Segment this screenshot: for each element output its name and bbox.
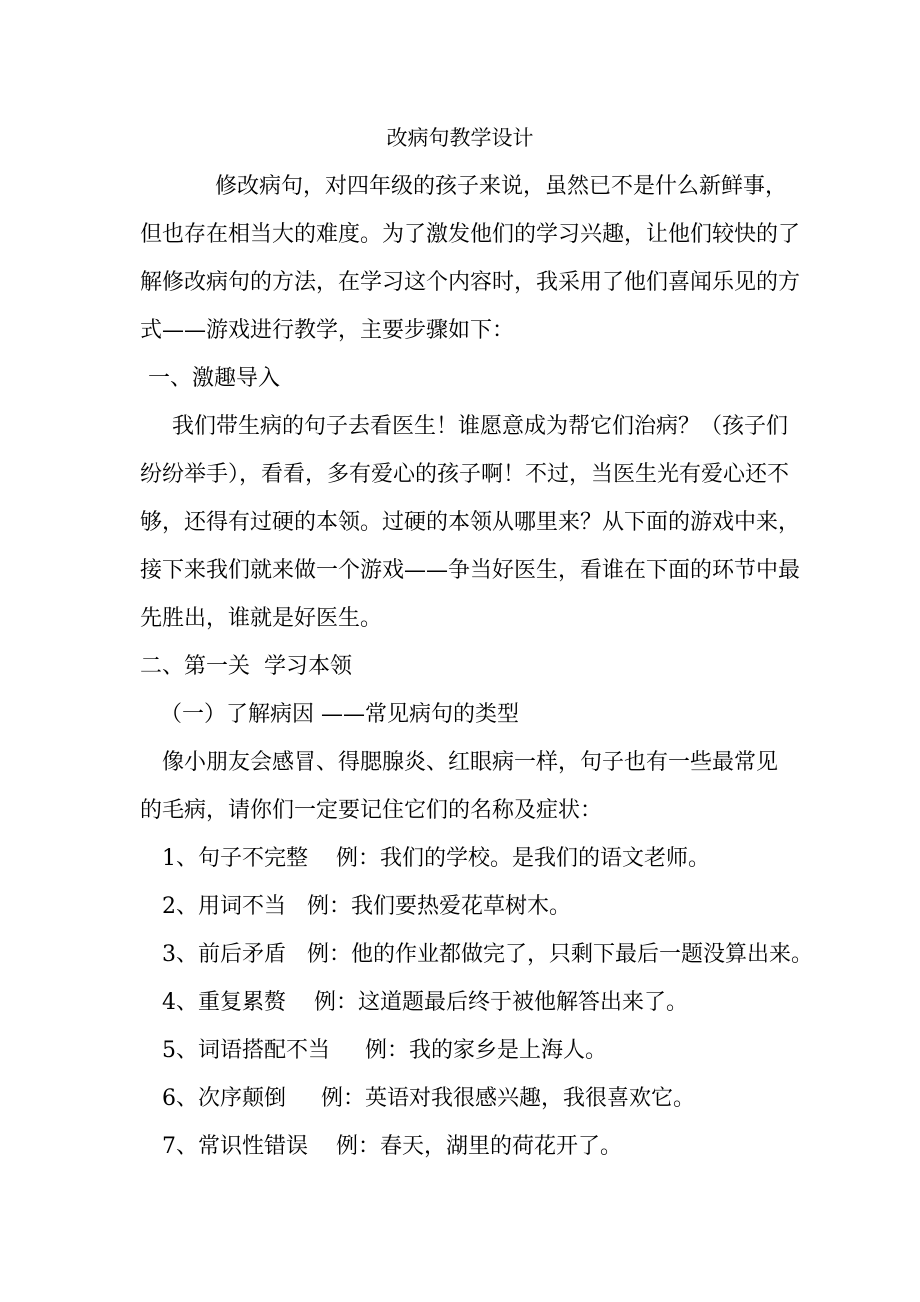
list-item: 6、次序颠倒 例：英语对我很感兴趣，我很喜欢它。 — [162, 1086, 695, 1111]
section1-heading: 一、激趣导入 — [148, 366, 281, 391]
intro-line-3: 解修改病句的方法，在学习这个内容时，我采用了他们喜闻乐见的方 — [140, 270, 801, 295]
section1-para-line-4: 接下来我们就来做一个游戏——争当好医生，看谁在下面的环节中最 — [140, 558, 801, 583]
section1-para-line-1: 我们带生病的句子去看医生！谁愿意成为帮它们治病？（孩子们 — [172, 414, 789, 439]
section2-subheading: （一）了解病因 ——常见病句的类型 — [160, 702, 519, 727]
intro-line-4: 式——游戏进行教学，主要步骤如下： — [140, 318, 515, 343]
document-title: 改病句教学设计 — [386, 126, 534, 150]
intro-line-1: 修改病句，对四年级的孩子来说，虽然已不是什么新鲜事， — [215, 174, 788, 199]
section2-para-line-1: 像小朋友会感冒、得腮腺炎、红眼病一样，句子也有一些最常见 — [162, 750, 779, 775]
section1-para-line-3: 够，还得有过硬的本领。过硬的本领从哪里来？从下面的游戏中来， — [140, 510, 801, 535]
section1-para-line-2: 纷纷举手），看看，多有爱心的孩子啊！不过，当医生光有爱心还不 — [140, 462, 790, 487]
list-item: 7、常识性错误 例：春天，湖里的荷花开了。 — [162, 1134, 622, 1159]
section2-para-line-2: 的毛病，请你们一定要记住它们的名称及症状： — [140, 798, 603, 823]
section2-heading: 二、第一关 学习本领 — [140, 654, 352, 679]
intro-line-2: 但也存在相当大的难度。为了激发他们的学习兴趣，让他们较快的了 — [140, 222, 801, 247]
section1-para-line-5: 先胜出，谁就是好医生。 — [140, 606, 383, 631]
list-item: 5、词语搭配不当 例：我的家乡是上海人。 — [162, 1038, 607, 1063]
list-item: 2、用词不当 例：我们要热爱花草树木。 — [162, 894, 571, 919]
list-item: 3、前后矛盾 例：他的作业都做完了，只剩下最后一题没算出来。 — [162, 942, 813, 967]
list-item: 4、重复累赘 例：这道题最后终于被他解答出来了。 — [162, 990, 688, 1015]
list-item: 1、句子不完整 例：我们的学校。是我们的语文老师。 — [162, 846, 710, 871]
